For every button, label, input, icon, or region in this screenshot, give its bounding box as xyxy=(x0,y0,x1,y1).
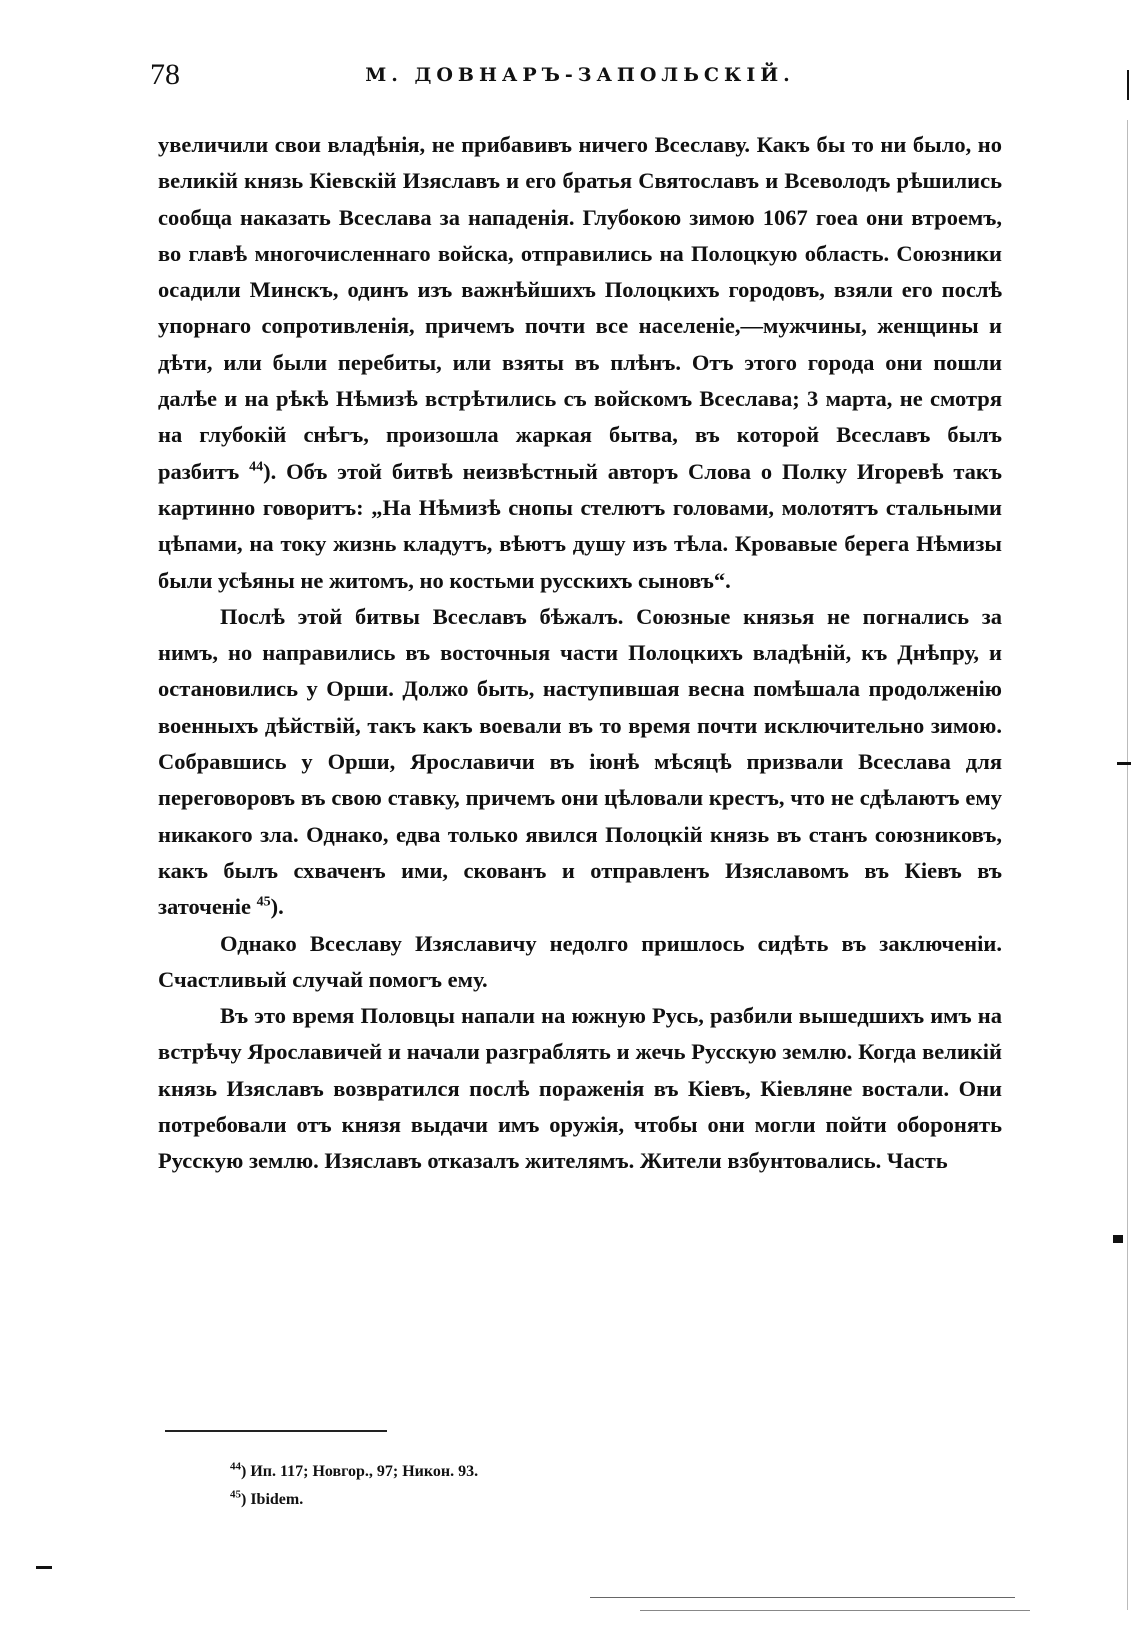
scan-mark-arrow xyxy=(1113,1235,1123,1243)
footnote-ref-45: 45 xyxy=(256,894,271,910)
paragraph-3 xyxy=(158,926,1002,999)
paragraph-4 xyxy=(158,998,1002,1179)
scan-mark-dash xyxy=(1117,762,1131,765)
running-head: М. ДОВНАРЪ-ЗАПОЛЬСКІЙ. xyxy=(365,64,795,86)
scan-mark-dash xyxy=(36,1566,52,1569)
paragraph-1-text: увеличили свои владѣнія, не прибавивъ ничего Всеславу. Какъ бы то ни было, но великій князь Кіевскій Изяславъ и его братья Святославъ и Всеволодъ рѣшились сообща наказать Всеслава за нападенія. Глубокою зимою 1067 гоеа они втроемъ, во главѣ многочисленнаго войска, отправились на Полоцкую область. Союзники осадили Минскъ, одинъ изъ важнѣйшихъ Полоцкихъ городовъ, взяли его послѣ упорнаго сопротивленія, причемъ почти все населеніе,—мужчины, женщины и дѣти, или были перебиты, или взяты въ плѣнъ. Отъ этого города они пошли далѣе и на рѣкѣ Нѣмизѣ встрѣтились съ войскомъ Всеслава; 3 марта, не смотря на глубокій снѣгъ, произошла жаркая бытва, въ которой Всеславъ былъ разбитъ xyxy=(158,132,1002,484)
footnote-text: ) Ibidem. xyxy=(241,1491,304,1508)
paragraph-2-text: Послѣ этой битвы Всеславъ бѣжалъ. Союзные князья не погнались за нимъ, но направились въ восточныя части Полоцкихъ владѣній, къ Днѣпру, и остановились у Орши. Должо быть, наступившая весна помѣшала продолженію военныхъ дѣйствій, такъ какъ воевали въ то время почти исключительно зимою. Собравшись у Орши, Ярославичи въ іюнѣ мѣсяцѣ призвали Всеслава для переговоровъ въ свою ставку, причемъ они цѣловали крестъ, что не сдѣлаютъ ему никакого зла. Однако, едва только явился Полоцкій князь въ станъ союзниковъ, какъ былъ схваченъ ими, скованъ и отправленъ Изяславомъ въ Кіевъ въ заточеніе xyxy=(158,603,1002,920)
paragraph-3-text: Однако Всеславу Изяславичу недолго пришлось сидѣть въ заключеніи. Счастливый случай помогъ ему. xyxy=(158,930,1002,992)
footnote-text: ) Ип. 117; Новгор., 97; Никон. 93. xyxy=(241,1463,479,1480)
body-text xyxy=(158,127,1002,1180)
footnote-number: 45 xyxy=(230,1488,241,1501)
footnote-number: 44 xyxy=(230,1460,241,1473)
paragraph-1 xyxy=(158,127,1002,599)
scan-edge-line xyxy=(590,1597,1015,1598)
paragraph-2 xyxy=(158,599,1002,926)
footnote-ref-44: 44 xyxy=(249,459,264,475)
footnote-45 xyxy=(230,1486,478,1514)
scan-edge-line xyxy=(640,1610,1030,1611)
scan-edge-line xyxy=(1127,70,1129,100)
footnotes xyxy=(230,1458,478,1514)
page-number: 78 xyxy=(150,58,180,91)
footnote-44 xyxy=(230,1458,478,1486)
paragraph-2-tail: ). xyxy=(270,894,284,920)
paragraph-4-text: Въ это время Половцы напали на южную Русь, разбили вышедшихъ имъ на встрѣчу Ярославичей и начали разграблять и жечь Русскую землю. Когда великій князь Изяславъ возвратился послѣ пораженія въ Кіевъ, Кіевляне востали. Они потребовали отъ князя выдачи имъ оружія, чтобы они могли пойти оборонять Русскую землю. Изяславъ отказалъ жителямъ. Жители взбунтовались. Часть xyxy=(158,1003,1002,1174)
page-header xyxy=(150,58,1010,98)
footnote-divider xyxy=(165,1430,387,1432)
paragraph-1-tail: ). Объ этой битвѣ неизвѣстный авторъ Слова о Полку Игоревѣ такъ картинно говоритъ: „На Нѣмизѣ снопы стелютъ головами, молотятъ стальными цѣпами, на току жизнь кладутъ, вѣютъ душу изъ тѣла. Кровавые берега Нѣмизы были усѣяны не житомъ, но костьми русскихъ сыновъ“. xyxy=(158,458,1002,593)
scan-edge-line xyxy=(1127,120,1128,1610)
